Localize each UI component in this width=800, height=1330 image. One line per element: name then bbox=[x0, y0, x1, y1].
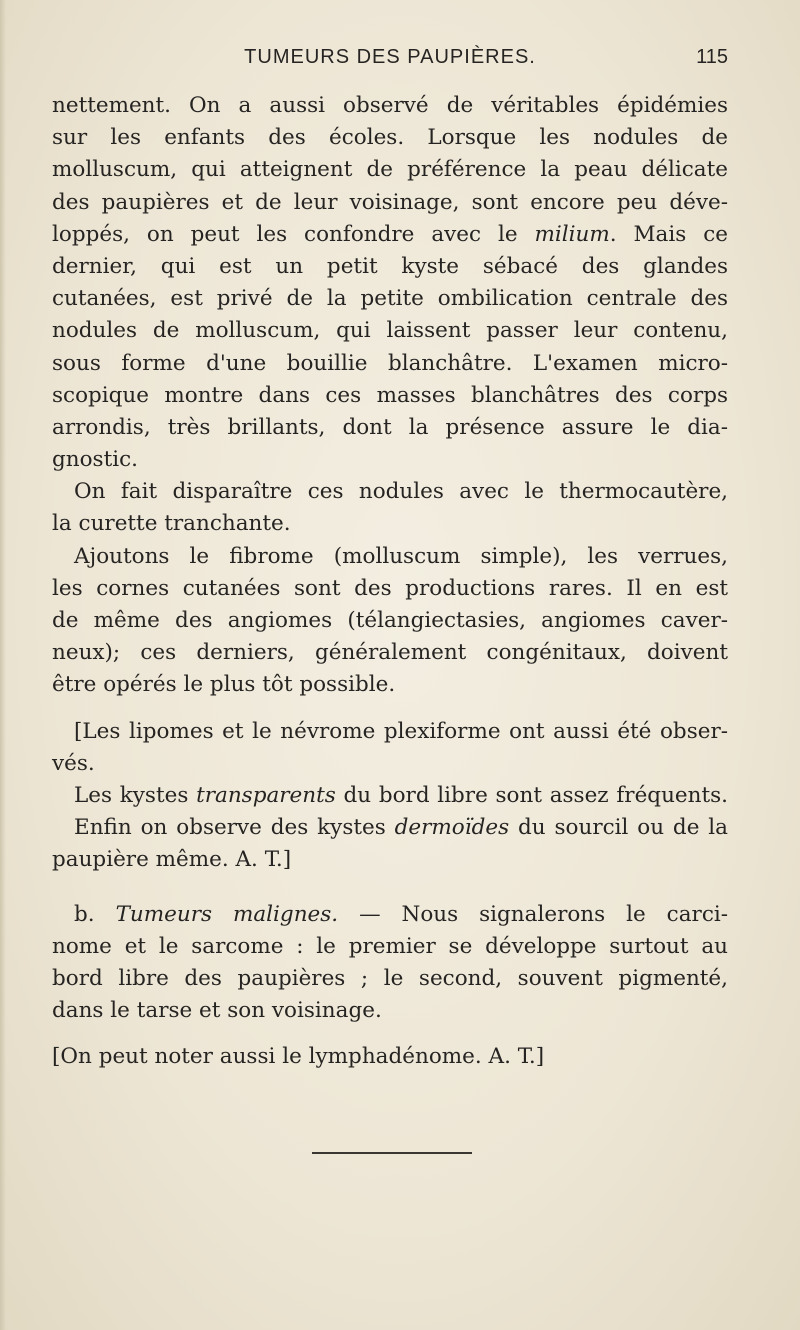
text-run: — Nous signalerons le carci- bbox=[338, 901, 728, 927]
text-line: scopique montre dans ces masses blanchâtres des corps bbox=[52, 382, 728, 408]
text-run: . Mais ce bbox=[609, 221, 728, 247]
text-line: dans le tarse et son voisinage. bbox=[52, 998, 382, 1024]
page-number: 115 bbox=[696, 46, 728, 68]
italic-term: dermoïdes bbox=[394, 815, 510, 841]
paragraph-gap bbox=[52, 702, 728, 716]
text-line: arrondis, très brillants, dont la présence assure le dia- bbox=[52, 414, 728, 440]
text-line: dernier, qui est un petit kyste sébacé des glandes bbox=[52, 253, 728, 279]
text-line: sur les enfants des écoles. Lorsque les nodules de bbox=[52, 125, 728, 151]
text-line bbox=[52, 780, 728, 812]
running-title: TUMEURS DES PAUPIÈRES. bbox=[244, 46, 536, 68]
text-line: les cornes cutanées sont des productions rares. Il en est bbox=[52, 575, 728, 601]
text-run: Les kystes bbox=[74, 782, 197, 808]
section-end-rule bbox=[312, 1152, 472, 1154]
text-line: On fait disparaître ces nodules avec le thermocautère, bbox=[74, 479, 728, 505]
text-line: la curette tranchante. bbox=[52, 511, 291, 537]
page-header bbox=[52, 46, 728, 80]
text-run: Enfin on observe des kystes bbox=[74, 815, 395, 841]
text-line: [On peut noter aussi le lymphadénome. A. T.] bbox=[52, 1044, 545, 1070]
text-line: gnostic. bbox=[52, 447, 138, 473]
text-line: neux); ces derniers, généralement congénitaux, doivent bbox=[52, 640, 728, 666]
text-line: Ajoutons le fibrome (molluscum simple), les verrues, bbox=[74, 543, 728, 569]
section-heading: Tumeurs malignes. bbox=[115, 901, 339, 927]
text-line: paupière même. A. T.] bbox=[52, 847, 292, 873]
text-line: vés. bbox=[52, 750, 95, 776]
text-run: loppés, on peut les confondre avec le bbox=[52, 221, 535, 247]
text-line: de même des angiomes (télangiectasies, angiomes caver- bbox=[52, 608, 728, 633]
page-body bbox=[52, 90, 728, 1073]
text-line: cutanées, est privé de la petite ombilication centrale des bbox=[52, 286, 728, 312]
text-run: du sourcil ou de la bbox=[509, 815, 728, 841]
paragraph-gap bbox=[52, 1027, 728, 1041]
text-line: molluscum, qui atteignent de préférence la peau délicate bbox=[52, 157, 728, 183]
text-line bbox=[52, 899, 728, 931]
italic-term: milium bbox=[534, 221, 610, 247]
paragraph-gap bbox=[52, 877, 728, 899]
text-line: des paupières et de leur voisinage, sont encore peu déve- bbox=[52, 189, 728, 215]
text-line: bord libre des paupières ; le second, souvent pigmenté, bbox=[52, 965, 728, 991]
text-line: nodules de molluscum, qui laissent passer leur contenu, bbox=[52, 318, 728, 344]
text-line bbox=[52, 219, 728, 251]
text-line bbox=[52, 812, 728, 844]
text-line: sous forme d'une bouillie blanchâtre. L'examen micro- bbox=[52, 350, 728, 376]
text-run: b. bbox=[74, 901, 116, 927]
text-line: [Les lipomes et le névrome plexiforme ont aussi été obser- bbox=[74, 718, 728, 744]
text-line: nome et le sarcome : le premier se développe surtout au bbox=[52, 933, 728, 959]
text-line: être opérés le plus tôt possible. bbox=[52, 672, 396, 698]
text-run: du bord libre sont assez fréquents. bbox=[335, 782, 728, 808]
page-edge-shadow bbox=[0, 0, 6, 1330]
text-line: nettement. On a aussi observé de véritables épidémies bbox=[52, 93, 728, 118]
italic-term: transparents bbox=[196, 782, 336, 808]
